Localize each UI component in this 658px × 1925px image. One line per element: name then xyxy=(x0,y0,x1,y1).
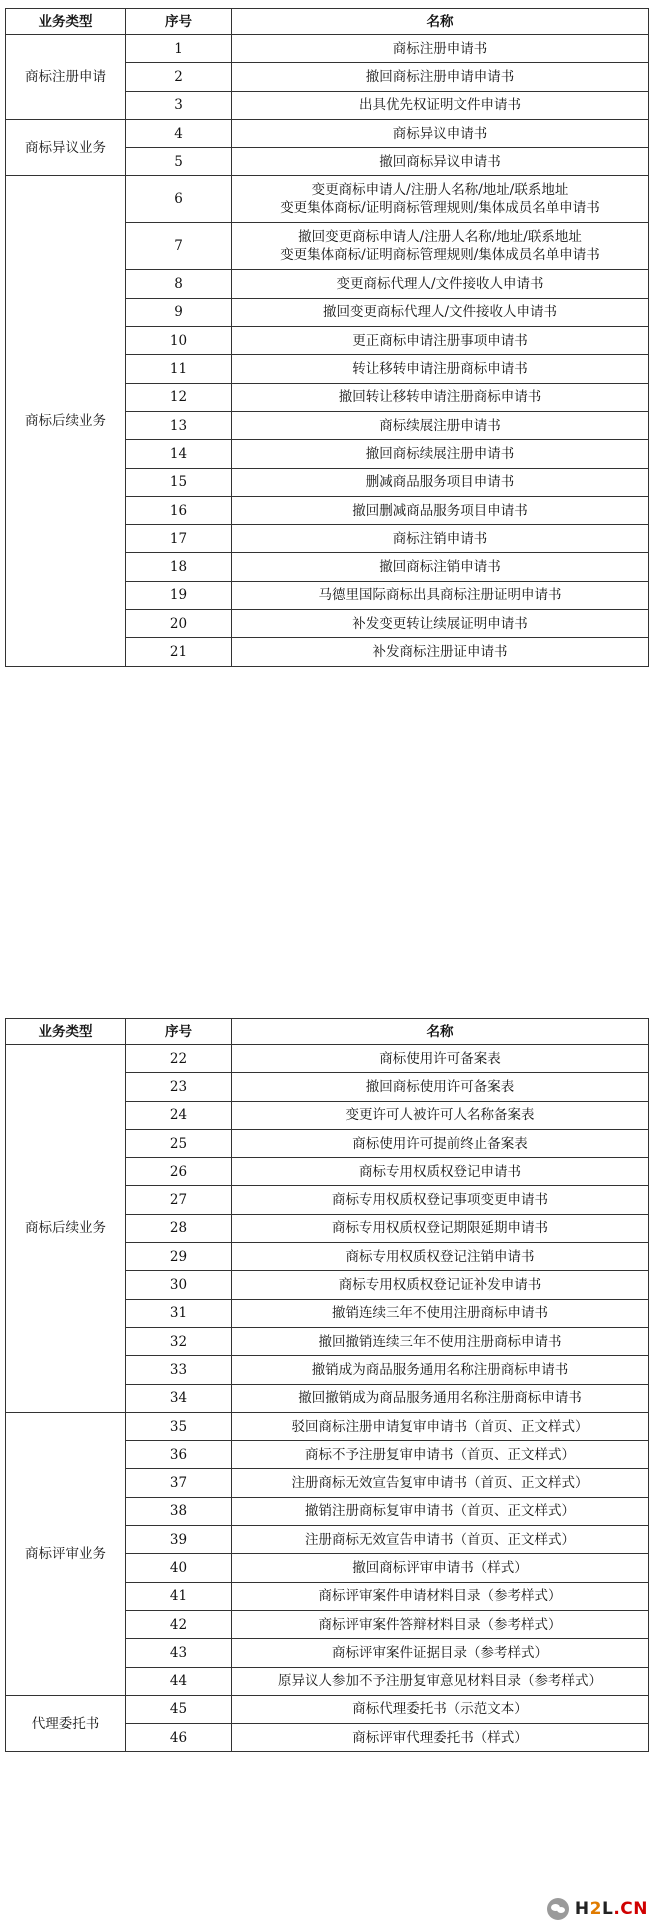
serial-no-cell: 21 xyxy=(126,638,232,666)
serial-no-cell: 37 xyxy=(126,1469,232,1497)
form-name-cell: 商标专用权质权登记期限延期申请书 xyxy=(232,1214,649,1242)
form-name-cell: 商标代理委托书（示范文本） xyxy=(232,1695,649,1723)
form-name-cell: 撤回转让移转申请注册商标申请书 xyxy=(232,383,649,411)
form-name-cell: 商标使用许可提前终止备案表 xyxy=(232,1129,649,1157)
serial-no-cell: 22 xyxy=(126,1045,232,1073)
serial-no-cell: 46 xyxy=(126,1724,232,1752)
category-cell: 商标注册申请 xyxy=(6,35,126,120)
serial-no-cell: 15 xyxy=(126,468,232,496)
serial-no-cell: 41 xyxy=(126,1582,232,1610)
serial-no-cell: 17 xyxy=(126,525,232,553)
form-name-cell: 商标评审代理委托书（样式） xyxy=(232,1724,649,1752)
form-name-cell: 撤回商标注销申请书 xyxy=(232,553,649,581)
category-cell: 商标异议业务 xyxy=(6,119,126,176)
form-name-line-1: 撤回变更商标申请人/注册人名称/地址/联系地址 xyxy=(298,229,582,246)
category-cell: 商标评审业务 xyxy=(6,1412,126,1695)
serial-no-cell: 44 xyxy=(126,1667,232,1695)
form-name-cell: 注册商标无效宣告申请书（首页、正文样式） xyxy=(232,1526,649,1554)
form-name-cell: 撤回变更商标代理人/文件接收人申请书 xyxy=(232,298,649,326)
serial-no-cell: 34 xyxy=(126,1384,232,1412)
serial-no-cell: 4 xyxy=(126,119,232,147)
serial-no-cell: 16 xyxy=(126,496,232,524)
header-business-type: 业务类型 xyxy=(6,9,126,35)
serial-no-cell: 11 xyxy=(126,355,232,383)
forms-table-part-1 xyxy=(5,8,649,667)
serial-no-cell: 42 xyxy=(126,1610,232,1638)
form-name-cell: 撤销成为商品服务通用名称注册商标申请书 xyxy=(232,1356,649,1384)
form-name-cell: 撤回撤销成为商品服务通用名称注册商标申请书 xyxy=(232,1384,649,1412)
serial-no-cell: 1 xyxy=(126,35,232,63)
form-name-line-2: 变更集体商标/证明商标管理规则/集体成员名单申请书 xyxy=(280,247,600,264)
serial-no-cell: 19 xyxy=(126,581,232,609)
category-cell: 商标后续业务 xyxy=(6,176,126,666)
form-name-cell: 商标评审案件证据目录（参考样式） xyxy=(232,1639,649,1667)
serial-no-cell: 2 xyxy=(126,63,232,91)
form-name-cell: 撤回删减商品服务项目申请书 xyxy=(232,496,649,524)
serial-no-cell: 27 xyxy=(126,1186,232,1214)
forms-table-part-2 xyxy=(5,1018,649,1752)
form-name-cell: 商标专用权质权登记申请书 xyxy=(232,1158,649,1186)
form-name-cell: 撤回商标使用许可备案表 xyxy=(232,1073,649,1101)
form-name-cell: 撤回商标注册申请申请书 xyxy=(232,63,649,91)
form-name-cell: 商标专用权质权登记事项变更申请书 xyxy=(232,1186,649,1214)
serial-no-cell: 14 xyxy=(126,440,232,468)
form-name-cell: 出具优先权证明文件申请书 xyxy=(232,91,649,119)
form-name-cell: 马德里国际商标出具商标注册证明申请书 xyxy=(232,581,649,609)
table-row xyxy=(6,35,649,63)
serial-no-cell: 38 xyxy=(126,1497,232,1525)
serial-no-cell: 7 xyxy=(126,223,232,270)
form-name-cell: 变更商标代理人/文件接收人申请书 xyxy=(232,270,649,298)
serial-no-cell: 3 xyxy=(126,91,232,119)
serial-no-cell: 6 xyxy=(126,176,232,223)
serial-no-cell: 18 xyxy=(126,553,232,581)
serial-no-cell: 32 xyxy=(126,1327,232,1355)
form-name-line-2: 变更集体商标/证明商标管理规则/集体成员名单申请书 xyxy=(280,200,600,217)
header-name: 名称 xyxy=(232,9,649,35)
serial-no-cell: 13 xyxy=(126,411,232,439)
serial-no-cell: 39 xyxy=(126,1526,232,1554)
form-name-cell: 撤回商标评审申请书（样式） xyxy=(232,1554,649,1582)
header-name: 名称 xyxy=(232,1019,649,1045)
serial-no-cell: 20 xyxy=(126,610,232,638)
form-name-cell: 商标续展注册申请书 xyxy=(232,411,649,439)
serial-no-cell: 36 xyxy=(126,1441,232,1469)
table-row xyxy=(6,119,649,147)
form-name-cell: 商标专用权质权登记注销申请书 xyxy=(232,1243,649,1271)
form-name-cell: 补发商标注册证申请书 xyxy=(232,638,649,666)
serial-no-cell: 24 xyxy=(126,1101,232,1129)
header-serial-no: 序号 xyxy=(126,1019,232,1045)
form-name-cell: 撤回撤销连续三年不使用注册商标申请书 xyxy=(232,1327,649,1355)
form-name-cell: 注册商标无效宣告复审申请书（首页、正文样式） xyxy=(232,1469,649,1497)
form-name-cell xyxy=(232,223,649,270)
site-watermark xyxy=(547,1897,650,1921)
serial-no-cell: 5 xyxy=(126,148,232,176)
category-cell: 代理委托书 xyxy=(6,1695,126,1752)
serial-no-cell: 9 xyxy=(126,298,232,326)
watermark-text: H2L.CN xyxy=(574,1899,648,1919)
form-name-cell: 撤回商标续展注册申请书 xyxy=(232,440,649,468)
form-name-line-1: 变更商标申请人/注册人名称/地址/联系地址 xyxy=(311,182,569,199)
form-name-cell: 商标不予注册复审申请书（首页、正文样式） xyxy=(232,1441,649,1469)
header-serial-no: 序号 xyxy=(126,9,232,35)
form-name-cell: 补发变更转让续展证明申请书 xyxy=(232,610,649,638)
form-name-cell: 原异议人参加不予注册复审意见材料目录（参考样式） xyxy=(232,1667,649,1695)
form-name-cell: 商标使用许可备案表 xyxy=(232,1045,649,1073)
form-name-cell: 删减商品服务项目申请书 xyxy=(232,468,649,496)
serial-no-cell: 33 xyxy=(126,1356,232,1384)
form-name-cell: 商标异议申请书 xyxy=(232,119,649,147)
table-row xyxy=(6,1695,649,1723)
form-name-cell xyxy=(232,176,649,223)
category-cell: 商标后续业务 xyxy=(6,1045,126,1413)
serial-no-cell: 25 xyxy=(126,1129,232,1157)
serial-no-cell: 10 xyxy=(126,327,232,355)
serial-no-cell: 29 xyxy=(126,1243,232,1271)
wechat-logo-icon xyxy=(547,1898,569,1920)
serial-no-cell: 8 xyxy=(126,270,232,298)
table-row xyxy=(6,176,649,223)
serial-no-cell: 26 xyxy=(126,1158,232,1186)
serial-no-cell: 28 xyxy=(126,1214,232,1242)
header-business-type: 业务类型 xyxy=(6,1019,126,1045)
form-name-cell: 撤销注册商标复审申请书（首页、正文样式） xyxy=(232,1497,649,1525)
form-name-cell: 撤销连续三年不使用注册商标申请书 xyxy=(232,1299,649,1327)
serial-no-cell: 12 xyxy=(126,383,232,411)
serial-no-cell: 30 xyxy=(126,1271,232,1299)
form-name-cell: 转让移转申请注册商标申请书 xyxy=(232,355,649,383)
table-row xyxy=(6,1412,649,1440)
table-row xyxy=(6,1045,649,1073)
serial-no-cell: 45 xyxy=(126,1695,232,1723)
form-name-cell: 撤回商标异议申请书 xyxy=(232,148,649,176)
serial-no-cell: 31 xyxy=(126,1299,232,1327)
form-name-cell: 商标专用权质权登记证补发申请书 xyxy=(232,1271,649,1299)
form-name-cell: 驳回商标注册申请复审申请书（首页、正文样式） xyxy=(232,1412,649,1440)
form-name-cell: 商标评审案件申请材料目录（参考样式） xyxy=(232,1582,649,1610)
form-name-cell: 变更许可人被许可人名称备案表 xyxy=(232,1101,649,1129)
serial-no-cell: 35 xyxy=(126,1412,232,1440)
serial-no-cell: 40 xyxy=(126,1554,232,1582)
form-name-cell: 商标注册申请书 xyxy=(232,35,649,63)
form-name-cell: 商标注销申请书 xyxy=(232,525,649,553)
serial-no-cell: 43 xyxy=(126,1639,232,1667)
form-name-cell: 商标评审案件答辩材料目录（参考样式） xyxy=(232,1610,649,1638)
serial-no-cell: 23 xyxy=(126,1073,232,1101)
form-name-cell: 更正商标申请注册事项申请书 xyxy=(232,327,649,355)
